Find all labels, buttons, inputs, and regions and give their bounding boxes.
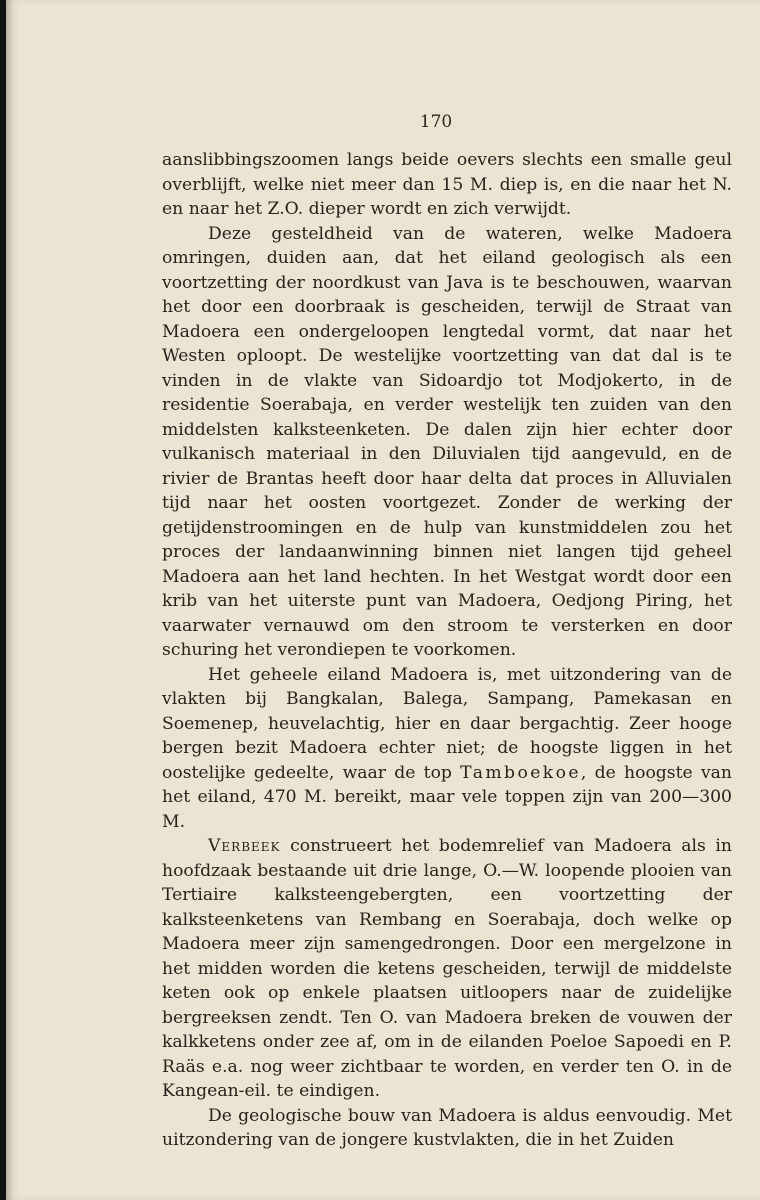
page-number: 170 (419, 112, 453, 132)
paragraph-3-text-a: Het geheele eiland Madoera is, met uitzondering van de vlakten bij Bangkalan, Balega, Sampang, Pamekasan en Soemenep, heuvelachtig, hier en daar bergachtig. Zeer hooge bergen bezit Madoera echter niet; de hoogste liggen in het oostelijke gedeelte, waar de top (162, 664, 732, 783)
paragraph-5-text: De geologische bouw van Madoera is aldus eenvoudig. Met uitzondering van de jongere kustvlakten, die in het Zuiden (162, 1105, 732, 1150)
paragraph-3-text-b: , de hoogste van het eiland, 470 M. bereikt, maar vele toppen zijn van 200—300 M. (162, 762, 732, 832)
paragraph-1 (162, 148, 732, 222)
paragraph-2 (162, 222, 732, 663)
paragraph-2-text: Deze gesteldheid van de wateren, welke Madoera omringen, duiden aan, dat het eiland geologisch als een voortzetting der noordkust van Java is te beschouwen, waarvan het door een doorbraak is gescheiden, terwijl de Straat van Madoera een ondergeloopen lengtedal vormt, dat naar het Westen oploopt. De westelijke voortzetting van dat dal is te vinden in de vlakte van Sidoardjo tot Modjokerto, in de residentie Soerabaja, en verder westelijk ten zuiden van den middelsten kalksteenketen. De dalen zijn hier echter door vulkanisch materiaal in den Diluvialen tijd aangevuld, en de rivier de Brantas heeft door haar delta dat proces in Alluvialen tijd naar het oosten voortgezet. Zonder de werking der getijdenstroomingen en de hulp van kunstmiddelen zou het proces der landaanwinning binnen niet langen tijd geheel Madoera aan het land hechten. In het Westgat wordt door een krib van het uiterste punt van Madoera, Oedjong Piring, het vaarwater vernauwd om den stroom te versterken en door schuring het verondiepen te voorkomen. (162, 223, 732, 660)
paragraph-4-text: construeert het bodemrelief van Madoera als in hoofdzaak bestaande uit drie lange, O.—W. loopende plooien van Tertiaire kalksteengebergten, een voortzetting der kalksteenketens van Rembang en Soerabaja, doch welke op Madoera meer zijn samengedrongen. Door een mergelzone in het midden worden die ketens gescheiden, terwijl de middelste keten ook op enkele plaatsen uitloopers naar de zuidelijke bergreeksen zendt. Ten O. van Madoera breken de vouwen der kalkketens onder zee af, om in de eilanden Poeloe Sapoedi en P. Raäs e.a. nog weer zichtbaar te worden, en verder ten O. in de Kangean-eil. te eindigen. (162, 836, 732, 1101)
body-text (162, 148, 732, 1153)
letterspaced-name-tamboekoe: Tamboekoe (460, 762, 581, 783)
paragraph-1-text: aanslibbingszoomen langs beide oevers slechts een smalle geul overblijft, welke niet meer dan 15 M. diep is, en die naar het N. en naar het Z.O. dieper wordt en zich verwijdt. (162, 150, 732, 219)
book-page (6, 0, 760, 1200)
author-name-verbeek: Verbeek (208, 836, 281, 856)
paragraph-3 (162, 663, 732, 835)
paragraph-5 (162, 1104, 732, 1153)
paragraph-4 (162, 834, 732, 1104)
